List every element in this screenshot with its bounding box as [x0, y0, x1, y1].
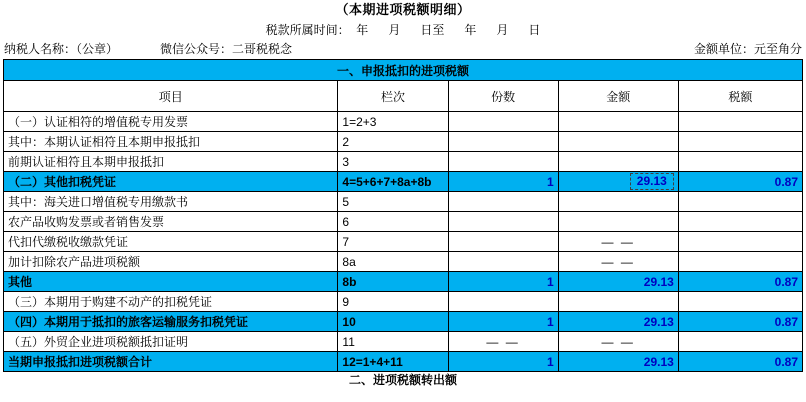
row-count-value — [448, 212, 558, 232]
row-item-label: 农产品收购发票或者销售发票 — [4, 212, 338, 232]
row-count-value — [448, 232, 558, 252]
row-count-value — [448, 192, 558, 212]
row-tax-value — [678, 272, 802, 292]
row-item-label: （一）认证相符的增值税专用发票 — [4, 112, 338, 132]
table-row — [4, 352, 803, 372]
count-number: 1 — [546, 174, 554, 189]
column-header-tax: 税额 — [678, 81, 802, 112]
row-item-label: 其中：海关进口增值税专用缴款书 — [4, 192, 338, 212]
row-amount-value — [558, 292, 678, 312]
row-line-number: 8b — [338, 272, 448, 292]
row-amount-value — [558, 112, 678, 132]
row-amount-value — [558, 352, 678, 372]
row-line-number: 12=1+4+11 — [338, 352, 448, 372]
row-line-number: 9 — [338, 292, 448, 312]
row-item-label: 其中：本期认证相符且本期申报抵扣 — [4, 132, 338, 152]
row-item-label: 其他 — [4, 272, 338, 292]
amount-number: 29.13 — [643, 274, 674, 289]
row-tax-value — [678, 332, 802, 352]
row-item-label: 前期认证相符且本期申报抵扣 — [4, 152, 338, 172]
row-amount-value: — — — [558, 332, 678, 352]
row-tax-value — [678, 152, 802, 172]
row-count-value — [448, 112, 558, 132]
count-number: 1 — [546, 354, 554, 369]
column-header-amount: 金额 — [558, 81, 678, 112]
row-item-label: （三）本期用于购建不动产的扣税凭证 — [4, 292, 338, 312]
row-tax-value — [678, 172, 802, 192]
row-amount-value: — — — [558, 252, 678, 272]
row-line-number: 6 — [338, 212, 448, 232]
table-row — [4, 132, 803, 152]
table-row — [4, 332, 803, 352]
row-count-value: — — — [448, 332, 558, 352]
row-line-number: 8a — [338, 252, 448, 272]
column-header-line: 栏次 — [338, 81, 448, 112]
row-line-number: 3 — [338, 152, 448, 172]
row-count-value — [448, 272, 558, 292]
row-tax-value — [678, 292, 802, 312]
row-tax-value — [678, 252, 802, 272]
row-count-value — [448, 312, 558, 332]
wechat-label: 微信公众号：二哥税税念 — [160, 42, 293, 56]
unit-label: 金额单位：元至角分 — [693, 42, 802, 56]
table-row — [4, 192, 803, 212]
row-line-number: 1=2+3 — [338, 112, 448, 132]
row-line-number: 5 — [338, 192, 448, 212]
input-tax-table — [3, 59, 803, 372]
table-row — [4, 232, 803, 252]
table-row — [4, 172, 803, 192]
period-label: 税款所属时间： 年 月 日至 年 月 日 — [265, 23, 541, 37]
table-row — [4, 292, 803, 312]
section-title-row — [4, 60, 803, 81]
row-amount-value: — — — [558, 232, 678, 252]
table-row — [4, 152, 803, 172]
row-count-value — [448, 292, 558, 312]
row-tax-value — [678, 352, 802, 372]
row-count-value — [448, 172, 558, 192]
row-amount-value — [558, 152, 678, 172]
row-amount-value — [558, 212, 678, 232]
row-count-value — [448, 132, 558, 152]
row-tax-value — [678, 192, 802, 212]
row-line-number: 2 — [338, 132, 448, 152]
page-title: （本期进项税额明细） — [335, 2, 471, 17]
tax-number: 0.87 — [774, 354, 798, 369]
next-section-title: 二、进项税额转出额 — [348, 373, 457, 387]
row-tax-value — [678, 112, 802, 132]
amount-number: 29.13 — [643, 314, 674, 329]
table-row — [4, 312, 803, 332]
table-row — [4, 212, 803, 232]
row-count-value — [448, 152, 558, 172]
row-amount-value — [558, 272, 678, 292]
row-amount-value — [558, 172, 678, 192]
table-header-row — [4, 81, 803, 112]
meta-row — [0, 39, 806, 59]
row-item-label: （五）外贸企业进项税额抵扣证明 — [4, 332, 338, 352]
amount-number: 29.13 — [643, 354, 674, 369]
column-header-count: 份数 — [448, 81, 558, 112]
row-item-label: （二）其他扣税凭证 — [4, 172, 338, 192]
count-number: 1 — [546, 274, 554, 289]
row-line-number: 4=5+6+7+8a+8b — [338, 172, 448, 192]
row-line-number: 11 — [338, 332, 448, 352]
row-count-value — [448, 252, 558, 272]
table-row — [4, 252, 803, 272]
row-item-label: （四）本期用于抵扣的旅客运输服务扣税凭证 — [4, 312, 338, 332]
row-item-label: 代扣代缴税收缴款凭证 — [4, 232, 338, 252]
row-tax-value — [678, 212, 802, 232]
table-row — [4, 112, 803, 132]
amount-highlight-box: 29.13 — [630, 173, 674, 190]
row-amount-value — [558, 192, 678, 212]
row-line-number: 10 — [338, 312, 448, 332]
row-item-label: 加计扣除农产品进项税额 — [4, 252, 338, 272]
column-header-item: 项目 — [4, 81, 338, 112]
row-tax-value — [678, 232, 802, 252]
table-body — [4, 60, 803, 372]
tax-number: 0.87 — [774, 314, 798, 329]
taxpayer-label: 纳税人名称：（公章） — [4, 42, 119, 56]
row-amount-value — [558, 312, 678, 332]
row-tax-value — [678, 132, 802, 152]
table-row — [4, 272, 803, 292]
row-item-label: 当期申报抵扣进项税额合计 — [4, 352, 338, 372]
row-tax-value — [678, 312, 802, 332]
row-line-number: 7 — [338, 232, 448, 252]
row-amount-value — [558, 132, 678, 152]
section-title: 一、申报抵扣的进项税额 — [4, 60, 803, 81]
tax-number: 0.87 — [774, 174, 798, 189]
count-number: 1 — [546, 314, 554, 329]
tax-number: 0.87 — [774, 274, 798, 289]
row-count-value — [448, 352, 558, 372]
